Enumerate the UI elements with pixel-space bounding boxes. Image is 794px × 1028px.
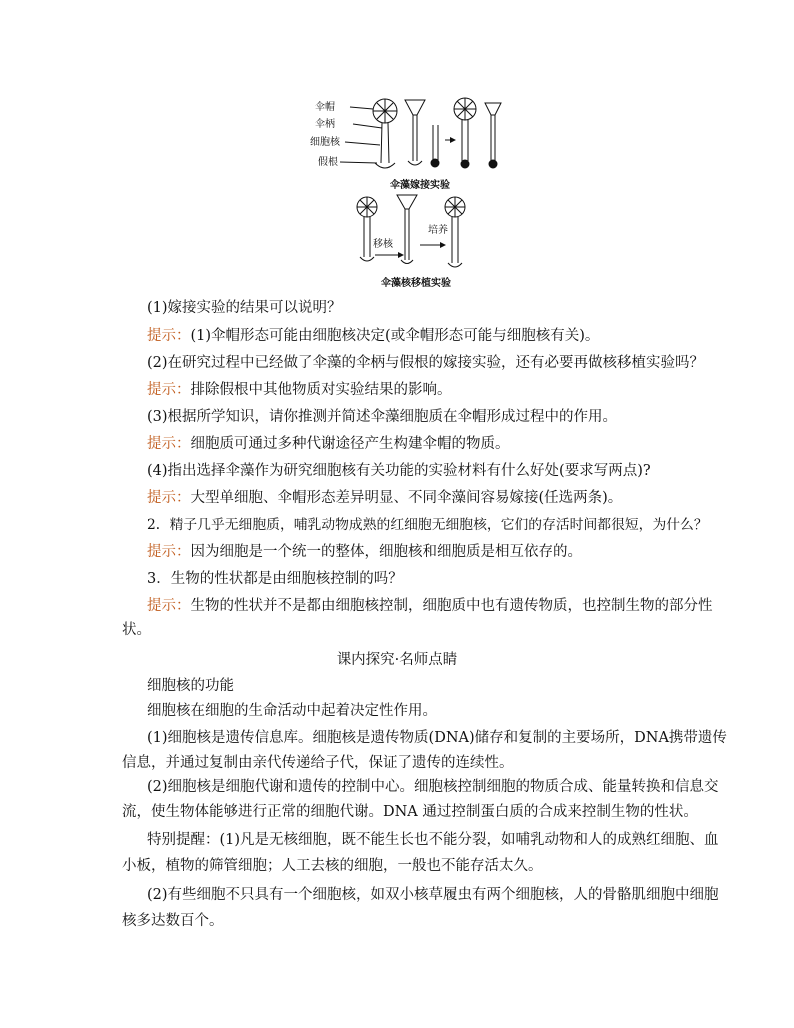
hint-label: 提示： (147, 490, 191, 506)
transplant-diagram (357, 195, 465, 267)
note-2-cont: 核多达数百个。 (122, 913, 224, 929)
question-1: (1)嫁接实验的结果可以说明？ (147, 300, 342, 316)
graft-caption: 伞藻嫁接实验 (390, 180, 450, 191)
answer-1-text: (1)伞帽形态可能由细胞核决定(或伞帽形态可能与细胞核有关)。 (190, 328, 600, 344)
question-5: 2．精子几乎无细胞质，哺乳动物成熟的红细胞无细胞核，它们的存活时间都很短，为什么？ (147, 517, 708, 533)
label-rhizoid: 假根 (318, 157, 338, 168)
question-3: (3)根据所学知识，请你推测并简述伞藻细胞质在伞帽形成过程中的作用。 (147, 409, 618, 425)
label-nucleus: 细胞核 (310, 137, 340, 148)
answer-2 (147, 380, 702, 400)
graft-diagram (340, 98, 501, 168)
label-culture: 培养 (428, 225, 448, 236)
label-move-nucleus: 移核 (373, 239, 393, 250)
answer-2-text: 排除假根中其他物质对实验结果的影响。 (190, 382, 452, 398)
answer-6-text: 生物的性状并不是都由细胞核控制，细胞质中也有遗传物质，也控制生物的部分性 (190, 598, 713, 614)
note-1-cont: 小板，植物的筛管细胞；人工去核的细胞，一般也不能存活太久。 (122, 858, 543, 874)
question-2: (2)在研究过程中已经做了伞藻的伞柄与假根的嫁接实验，还有必要再做核移植实验吗？ (147, 355, 705, 371)
answer-3 (147, 434, 702, 454)
note-1: 特别提醒：(1)凡是无核细胞，既不能生长也不能分裂，如哺乳动物和人的成熟红细胞、血 (147, 832, 719, 848)
label-cap: 伞帽 (315, 102, 335, 113)
transplant-caption: 伞藻核移植实验 (381, 278, 451, 289)
label-stalk: 伞柄 (315, 119, 335, 130)
point-2-cont: 流，使生物体能够进行正常的细胞代谢。DNA 通过控制蛋白质的合成来控制生物的性状。 (122, 804, 698, 820)
answer-6-cont: 状。 (122, 622, 151, 638)
answer-3-text: 细胞质可通过多种代谢途径产生构建伞帽的物质。 (190, 436, 510, 452)
acetabularia-figure (305, 95, 505, 295)
hint-label: 提示： (147, 382, 191, 398)
hint-label: 提示： (147, 436, 191, 452)
intro-text: 细胞核在细胞的生命活动中起着决定性作用。 (147, 703, 437, 719)
point-1: (1)细胞核是遗传信息库。细胞核是遗传物质(DNA)储存和复制的主要场所，DNA携带遗传 (147, 730, 727, 746)
question-6: 3．生物的性状都是由细胞核控制的吗？ (147, 571, 403, 587)
point-1-cont: 信息，并通过复制由亲代传递给子代，保证了遗传的连续性。 (122, 755, 514, 771)
hint-label: 提示： (147, 544, 191, 560)
hint-label: 提示： (147, 598, 191, 614)
answer-4 (147, 488, 702, 508)
note-2: (2)有些细胞不只具有一个细胞核，如双小核草履虫有两个细胞核，人的骨骼肌细胞中细胞 (147, 887, 719, 903)
point-2: (2)细胞核是细胞代谢和遗传的控制中心。细胞核控制细胞的物质合成、能量转换和信息交 (147, 779, 719, 795)
question-4: (4)指出选择伞藻作为研究细胞核有关功能的实验材料有什么好处(要求写两点)? (147, 463, 651, 479)
hint-label: 提示： (147, 328, 191, 344)
answer-5 (147, 542, 702, 562)
answer-1 (147, 326, 702, 346)
answer-6 (147, 596, 713, 616)
topic-heading: 细胞核的功能 (147, 678, 234, 694)
answer-4-text: 大型单细胞、伞帽形态差异明显、不同伞藻间容易嫁接(任选两条)。 (190, 490, 623, 506)
answer-5-text: 因为细胞是一个统一的整体，细胞核和细胞质是相互依存的。 (190, 544, 582, 560)
section-title: 课内探究·名师点睛 (336, 652, 458, 668)
